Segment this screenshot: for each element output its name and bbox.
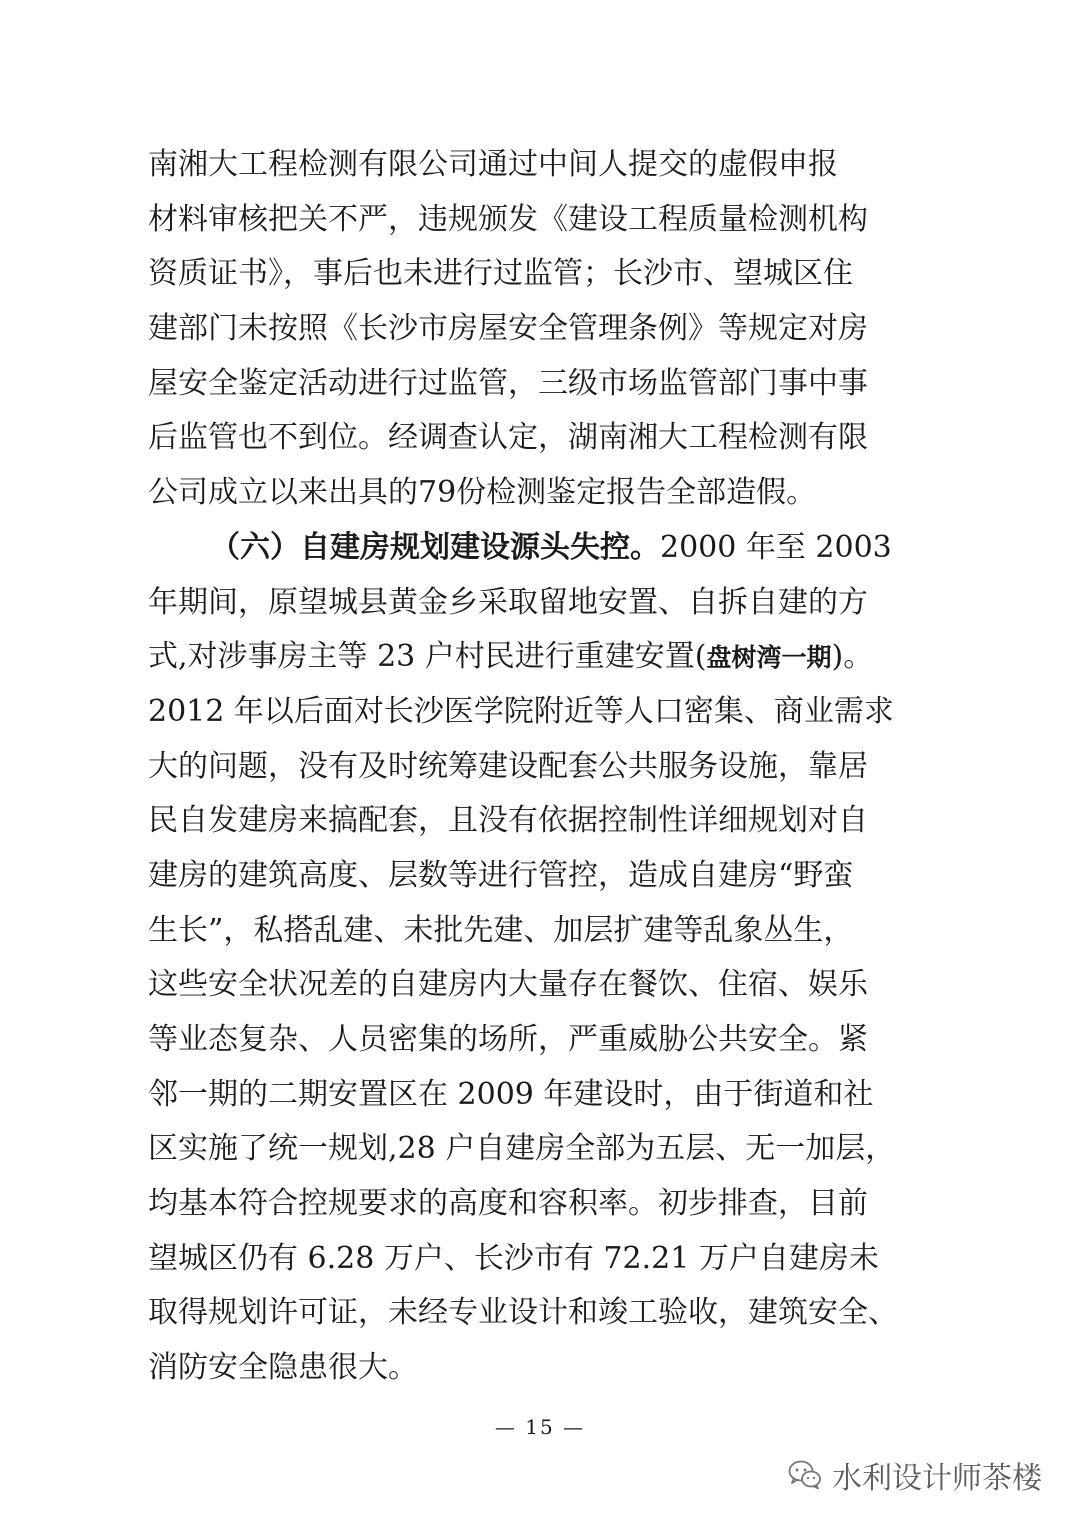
- text-segment: )。: [831, 639, 874, 675]
- text-line: 材料审核把关不严，违规颁发《建设工程质量检测机构: [148, 201, 868, 237]
- section-first-rest: 2000 年至 2003: [660, 529, 892, 565]
- text-line: 这些安全状况差的自建房内大量存在餐饮、住宿、娱乐: [148, 967, 868, 1003]
- text-line: 南湘大工程检测有限公司通过中间人提交的虚假申报: [148, 147, 838, 182]
- text-line: 资质证书》，事后也未进行过监管；长沙市、望城区住: [148, 256, 853, 292]
- text-line: 年期间，原望城县黄金乡采取留地安置、自拆自建的方: [148, 584, 868, 620]
- parenthetical-note: 盘树湾一期: [706, 643, 832, 673]
- text-line: 民自发建房来搞配套，且没有依据控制性详细规划对自: [148, 803, 868, 839]
- text-line: 生长”，私搭乱建、未批先建、加层扩建等乱象丛生，: [148, 912, 854, 948]
- text-line: 消防安全隐患很大。: [148, 1350, 418, 1386]
- watermark-text: 水利设计师茶楼: [832, 1461, 1042, 1496]
- text-line: 取得规划许可证，未经专业设计和竣工验收，建筑安全、: [148, 1295, 898, 1331]
- text-line: 2012 年以后面对长沙医学院附近等人口密集、商业需求: [148, 693, 894, 729]
- text-line: 区实施了统一规划,28 户自建房全部为五层、无一加层，: [148, 1131, 896, 1167]
- text-line: 大的问题，没有及时统筹建设配套公共服务设施，靠居: [148, 748, 868, 784]
- text-line: 后监管也不到位。经调查认定，湖南湘大工程检测有限: [148, 420, 868, 456]
- text-line: 望城区仍有 6.28 万户、长沙市有 72.21 万户自建房未: [148, 1240, 879, 1276]
- text-line: 建部门未按照《长沙市房屋安全管理条例》等规定对房: [148, 311, 868, 347]
- body-text: [148, 138, 938, 1396]
- text-line: 屋安全鉴定活动进行过监管，三级市场监管部门事中事: [148, 365, 868, 401]
- text-segment: 式,对涉事房主等 23 户村民进行重建安置(: [148, 639, 707, 675]
- page-number: — 15 —: [494, 1415, 586, 1439]
- text-line: 建房的建筑高度、层数等进行管控，造成自建房“野蛮: [148, 857, 854, 893]
- wechat-icon: [788, 1460, 822, 1490]
- text-line: 等业态复杂、人员密集的场所，严重威胁公共安全。紧: [148, 1022, 868, 1057]
- section-first-line: [148, 521, 938, 576]
- text-line: 均基本符合控规要求的高度和容积率。初步排查，目前: [148, 1186, 868, 1222]
- text-line: 公司成立以来出具的79份检测鉴定报告全部造假。: [148, 475, 817, 511]
- section-heading: （六）自建房规划建设源头失控。: [210, 529, 660, 565]
- text-line: 邻一期的二期安置区在 2009 年建设时，由于街道和社: [148, 1076, 874, 1112]
- watermark: [788, 1453, 1042, 1497]
- text-line: [148, 630, 938, 685]
